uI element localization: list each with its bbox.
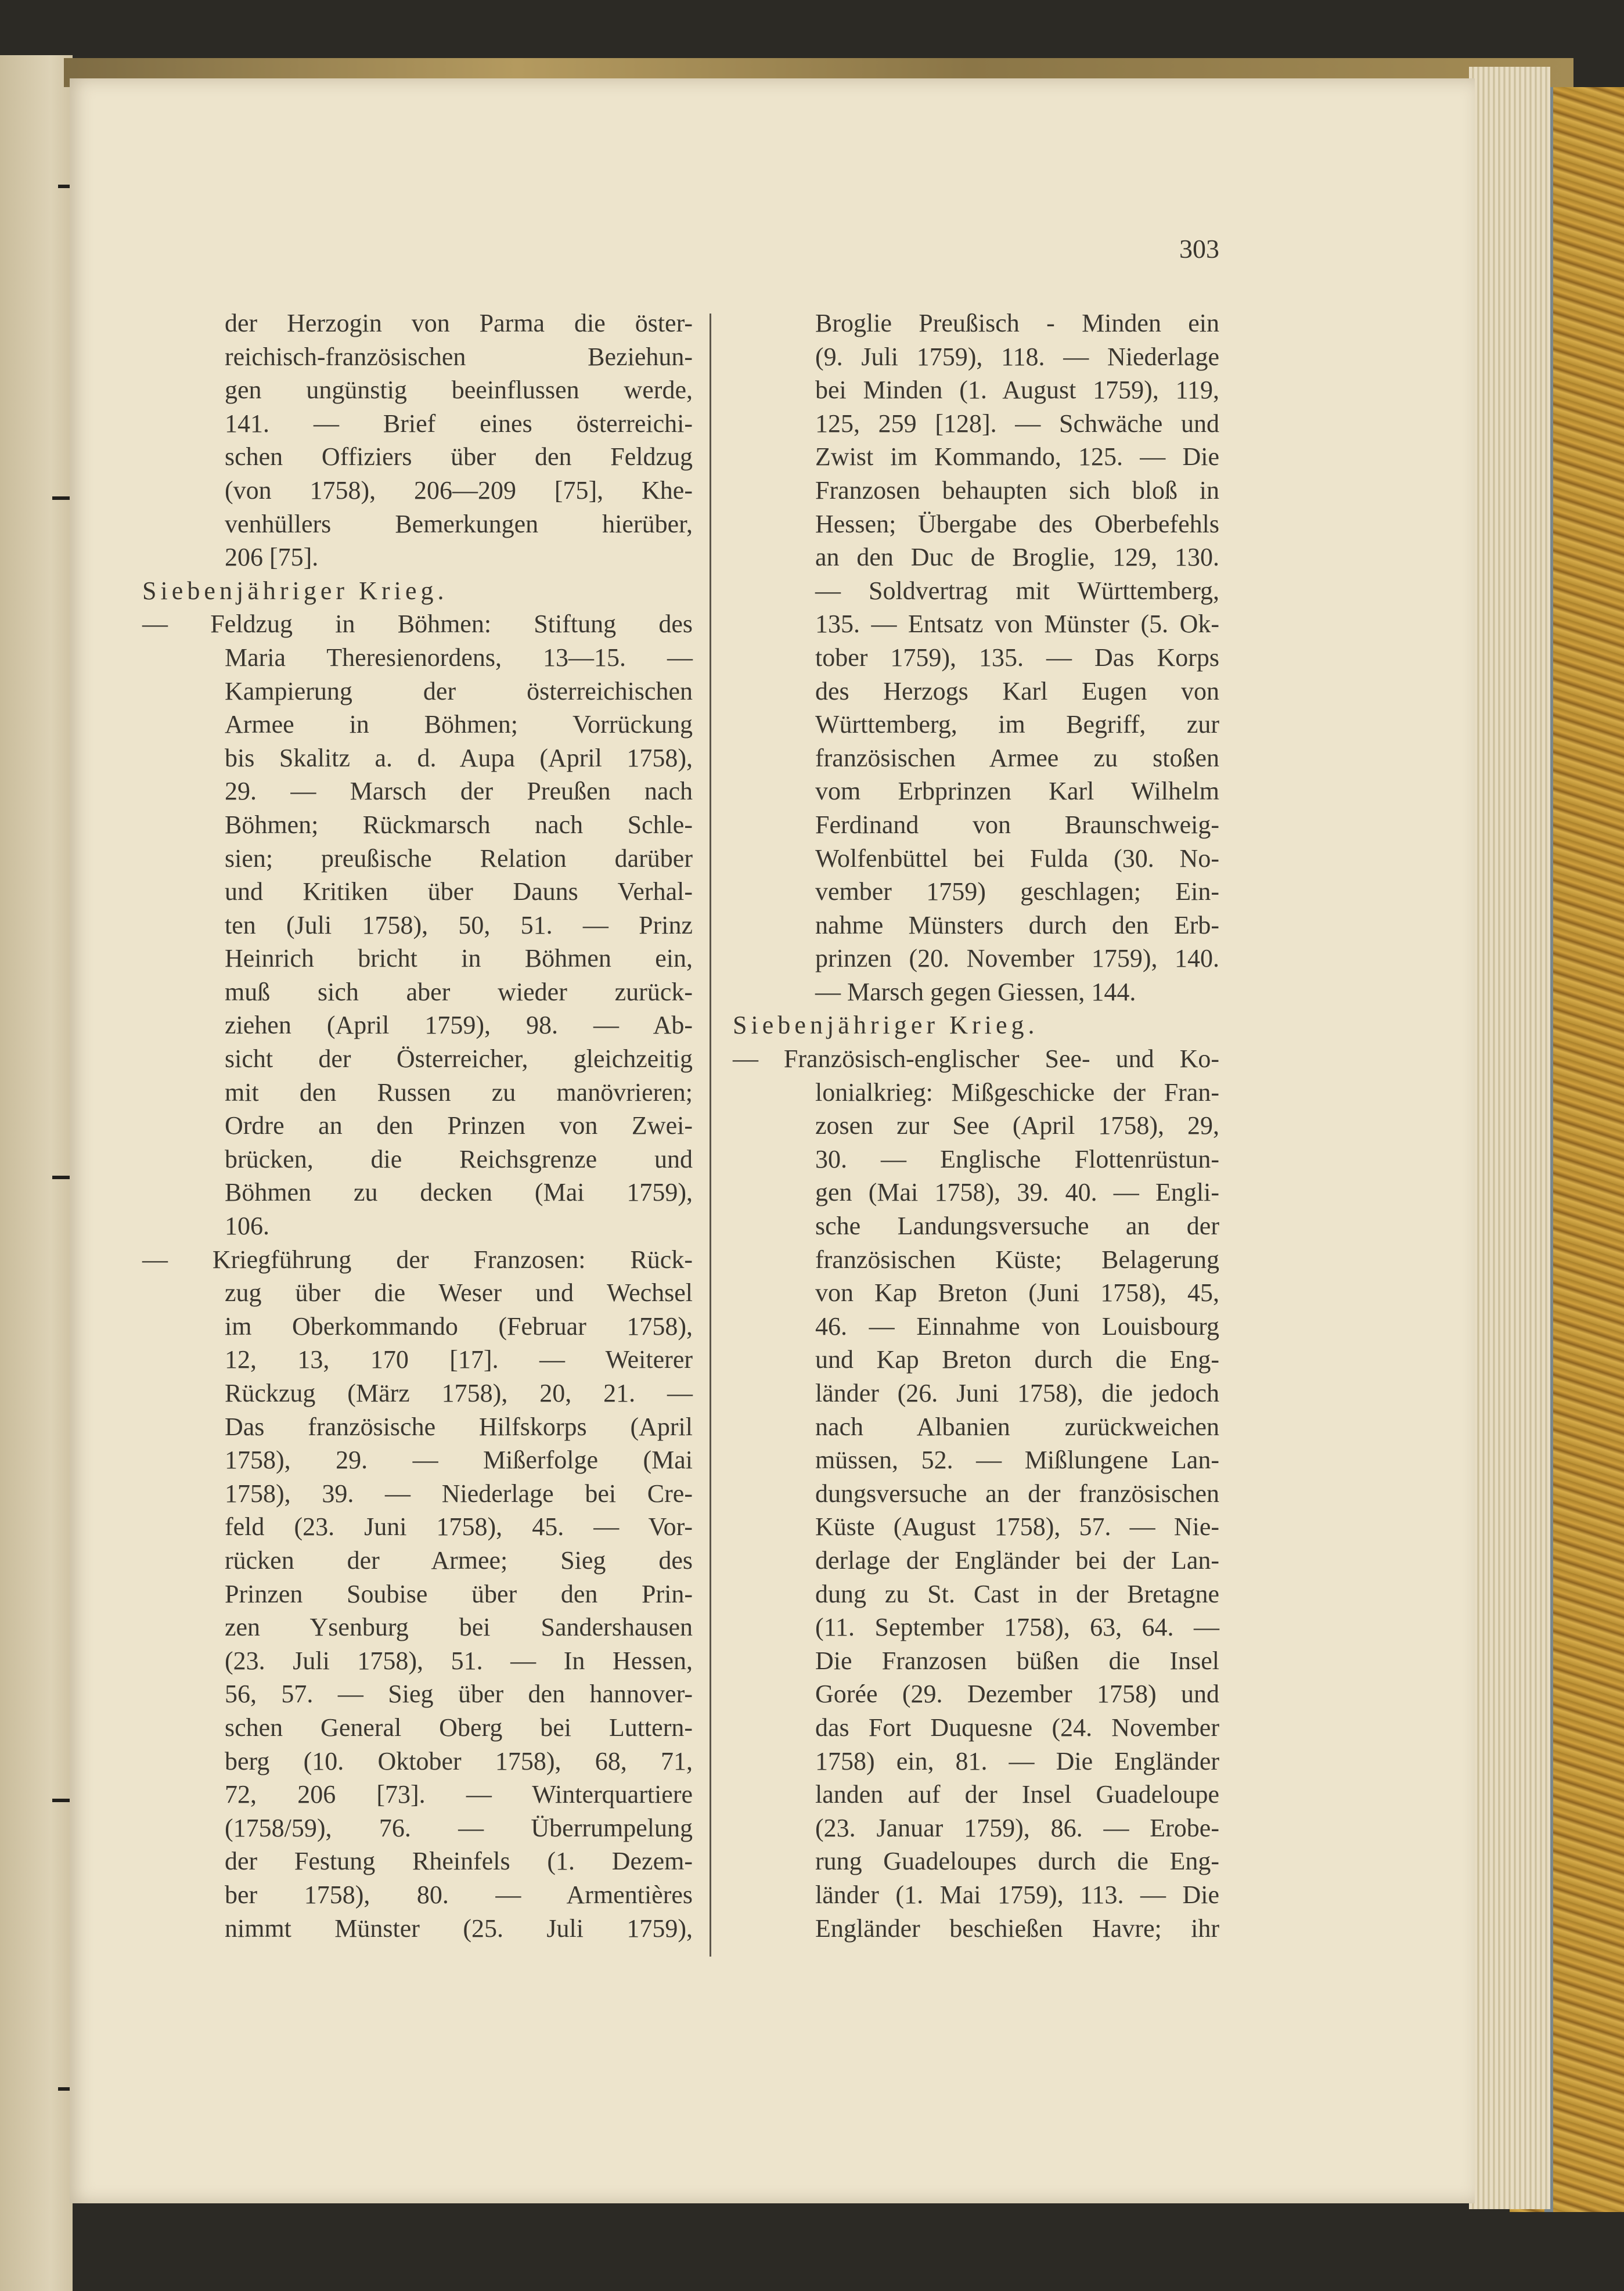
page-number: 303 (1179, 234, 1219, 264)
index-line: bei Minden (1. August 1759), 119, (815, 376, 1219, 405)
index-line: 206 [75]. (225, 543, 319, 572)
index-line: müssen, 52. — Mißlungene Lan- (815, 1446, 1219, 1475)
index-column-left (142, 307, 693, 1945)
index-line: landen auf der Insel Guadeloupe (815, 1780, 1219, 1809)
index-line: (von 1758), 206—209 [75], Khe- (225, 476, 693, 505)
index-line: ten (Juli 1758), 50, 51. — Prinz (225, 910, 693, 939)
index-line: sien; preußische Relation darüber (225, 844, 693, 873)
index-line: Ferdinand von Braunschweig- (815, 810, 1219, 839)
index-line: (23. Januar 1759), 86. — Erobe- (815, 1813, 1219, 1842)
index-column-right (733, 307, 1219, 1945)
index-line: 135. — Entsatz von Münster (5. Ok- (815, 610, 1219, 639)
index-line: von Kap Breton (Juni 1758), 45, (815, 1278, 1219, 1307)
index-line: sche Landungsversuche an der (815, 1212, 1219, 1241)
index-line: — Soldvertrag mit Württemberg, (815, 576, 1219, 605)
index-line: 106. (225, 1212, 269, 1241)
index-line: 1758), 29. — Mißerfolge (Mai (225, 1446, 693, 1475)
index-line: sicht der Österreicher, gleichzeitig (225, 1044, 693, 1074)
index-line: Engländer beschießen Havre; ihr (815, 1914, 1219, 1943)
index-line: — Feldzug in Böhmen: Stiftung des (142, 610, 693, 639)
left-page-edge (0, 55, 73, 2291)
index-line: mit den Russen zu manövrieren; (225, 1078, 693, 1107)
index-line: gen (Mai 1758), 39. 40. — Engli- (815, 1178, 1219, 1207)
index-line: vember 1759) geschlagen; Ein- (815, 877, 1219, 906)
index-line: das Fort Duquesne (24. November (815, 1713, 1219, 1742)
index-line: Zwist im Kommando, 125. — Die (815, 442, 1219, 471)
index-line: nimmt Münster (25. Juli 1759), (225, 1914, 693, 1943)
index-line: — Marsch gegen Giessen, 144. (815, 977, 1136, 1006)
index-line: muß sich aber wieder zurück- (225, 977, 693, 1006)
index-line: Maria Theresienordens, 13—15. — (225, 643, 693, 672)
index-line: der Herzogin von Parma die öster- (225, 309, 693, 337)
index-line: des Herzogs Karl Eugen von (815, 676, 1219, 705)
index-line: 1758), 39. — Niederlage bei Cre- (225, 1479, 693, 1508)
index-line: Ordre an den Prinzen von Zwei- (225, 1111, 693, 1140)
index-line: tober 1759), 135. — Das Korps (815, 643, 1219, 672)
index-line: ber 1758), 80. — Armentières (225, 1880, 693, 1909)
index-line: zosen zur See (April 1758), 29, (815, 1111, 1219, 1140)
index-line: rücken der Armee; Sieg des (225, 1546, 693, 1575)
index-line: (9. Juli 1759), 118. — Niederlage (815, 342, 1219, 371)
index-line: Böhmen zu decken (Mai 1759), (225, 1178, 693, 1207)
index-line: 56, 57. — Sieg über den hannover- (225, 1680, 693, 1709)
index-line: 46. — Einnahme von Louisbourg (815, 1312, 1219, 1341)
index-line: Die Franzosen büßen die Insel (815, 1646, 1219, 1675)
index-line: der Festung Rheinfels (1. Dezem- (225, 1847, 693, 1876)
index-line: schen General Oberg bei Luttern- (225, 1713, 693, 1742)
index-line: rung Guadeloupes durch die Eng- (815, 1847, 1219, 1876)
index-line: prinzen (20. November 1759), 140. (815, 944, 1219, 973)
index-line: Broglie Preußisch - Minden ein (815, 309, 1219, 337)
index-line: — Kriegführung der Franzosen: Rück- (142, 1245, 693, 1274)
index-line: nahme Münsters durch den Erb- (815, 910, 1219, 939)
index-line: (1758/59), 76. — Überrumpelung (225, 1813, 693, 1842)
index-line: 125, 259 [128]. — Schwäche und (815, 409, 1219, 438)
index-line: — Französisch-englischer See- und Ko- (733, 1044, 1219, 1074)
index-line: Siebenjähriger Krieg. (733, 1011, 1039, 1040)
index-line: 1758) ein, 81. — Die Engländer (815, 1746, 1219, 1775)
index-line: 12, 13, 170 [17]. — Weiterer (225, 1345, 693, 1374)
index-line: und Kap Breton durch die Eng- (815, 1345, 1219, 1374)
index-line: vom Erbprinzen Karl Wilhelm (815, 777, 1219, 806)
index-line: dungsversuche an der französischen (815, 1479, 1219, 1508)
index-line: gen ungünstig beeinflussen werde, (225, 376, 693, 405)
index-line: 72, 206 [73]. — Winterquartiere (225, 1780, 693, 1809)
index-line: Rückzug (März 1758), 20, 21. — (225, 1379, 693, 1407)
index-line: nach Albanien zurückweichen (815, 1412, 1219, 1441)
index-line: berg (10. Oktober 1758), 68, 71, (225, 1746, 693, 1775)
index-line: ziehen (April 1759), 98. — Ab- (225, 1011, 693, 1040)
column-divider (710, 314, 711, 1957)
index-line: Kampierung der österreichischen (225, 676, 693, 705)
index-line: Württemberg, im Begriff, zur (815, 710, 1219, 739)
index-line: Heinrich bricht in Böhmen ein, (225, 944, 693, 973)
index-line: Franzosen behaupten sich bloß in (815, 476, 1219, 505)
index-line: brücken, die Reichsgrenze und (225, 1144, 693, 1173)
index-line: derlage der Engländer bei der Lan- (815, 1546, 1219, 1575)
index-line: Wolfenbüttel bei Fulda (30. No- (815, 844, 1219, 873)
index-line: französischen Armee zu stoßen (815, 743, 1219, 772)
index-line: französischen Küste; Belagerung (815, 1245, 1219, 1274)
index-line: dung zu St. Cast in der Bretagne (815, 1579, 1219, 1608)
index-line: 29. — Marsch der Preußen nach (225, 777, 693, 806)
index-line: zug über die Weser und Wechsel (225, 1278, 693, 1307)
index-line: an den Duc de Broglie, 129, 130. (815, 543, 1219, 572)
index-line: Küste (August 1758), 57. — Nie- (815, 1512, 1219, 1541)
index-line: feld (23. Juni 1758), 45. — Vor- (225, 1512, 693, 1541)
index-line: schen Offiziers über den Feldzug (225, 442, 693, 471)
index-line: 141. — Brief eines österreichi- (225, 409, 693, 438)
index-line: im Oberkommando (Februar 1758), (225, 1312, 693, 1341)
index-line: Böhmen; Rückmarsch nach Schle- (225, 810, 693, 839)
index-line: Gorée (29. Dezember 1758) und (815, 1680, 1219, 1709)
index-line: (11. September 1758), 63, 64. — (815, 1613, 1219, 1642)
index-line: und Kritiken über Dauns Verhal- (225, 877, 693, 906)
index-line: länder (26. Juni 1758), die jedoch (815, 1379, 1219, 1407)
index-line: länder (1. Mai 1759), 113. — Die (815, 1880, 1219, 1909)
index-line: Hessen; Übergabe des Oberbefehls (815, 509, 1219, 538)
index-line: Das französische Hilfskorps (April (225, 1412, 693, 1441)
index-line: venhüllers Bemerkungen hierüber, (225, 509, 693, 538)
page-stack-edge (1469, 67, 1550, 2209)
index-line: Armee in Böhmen; Vorrückung (225, 710, 693, 739)
index-line: zen Ysenburg bei Sandershausen (225, 1613, 693, 1642)
index-line: (23. Juli 1758), 51. — In Hessen, (225, 1646, 693, 1675)
index-line: 30. — Englische Flottenrüstun- (815, 1144, 1219, 1173)
index-line: Siebenjähriger Krieg. (142, 576, 448, 605)
index-line: Prinzen Soubise über den Prin- (225, 1579, 693, 1608)
index-line: reichisch-französischen Beziehun- (225, 342, 693, 371)
index-line: bis Skalitz a. d. Aupa (April 1758), (225, 743, 693, 772)
index-line: lonialkrieg: Mißgeschicke der Fran- (815, 1078, 1219, 1107)
